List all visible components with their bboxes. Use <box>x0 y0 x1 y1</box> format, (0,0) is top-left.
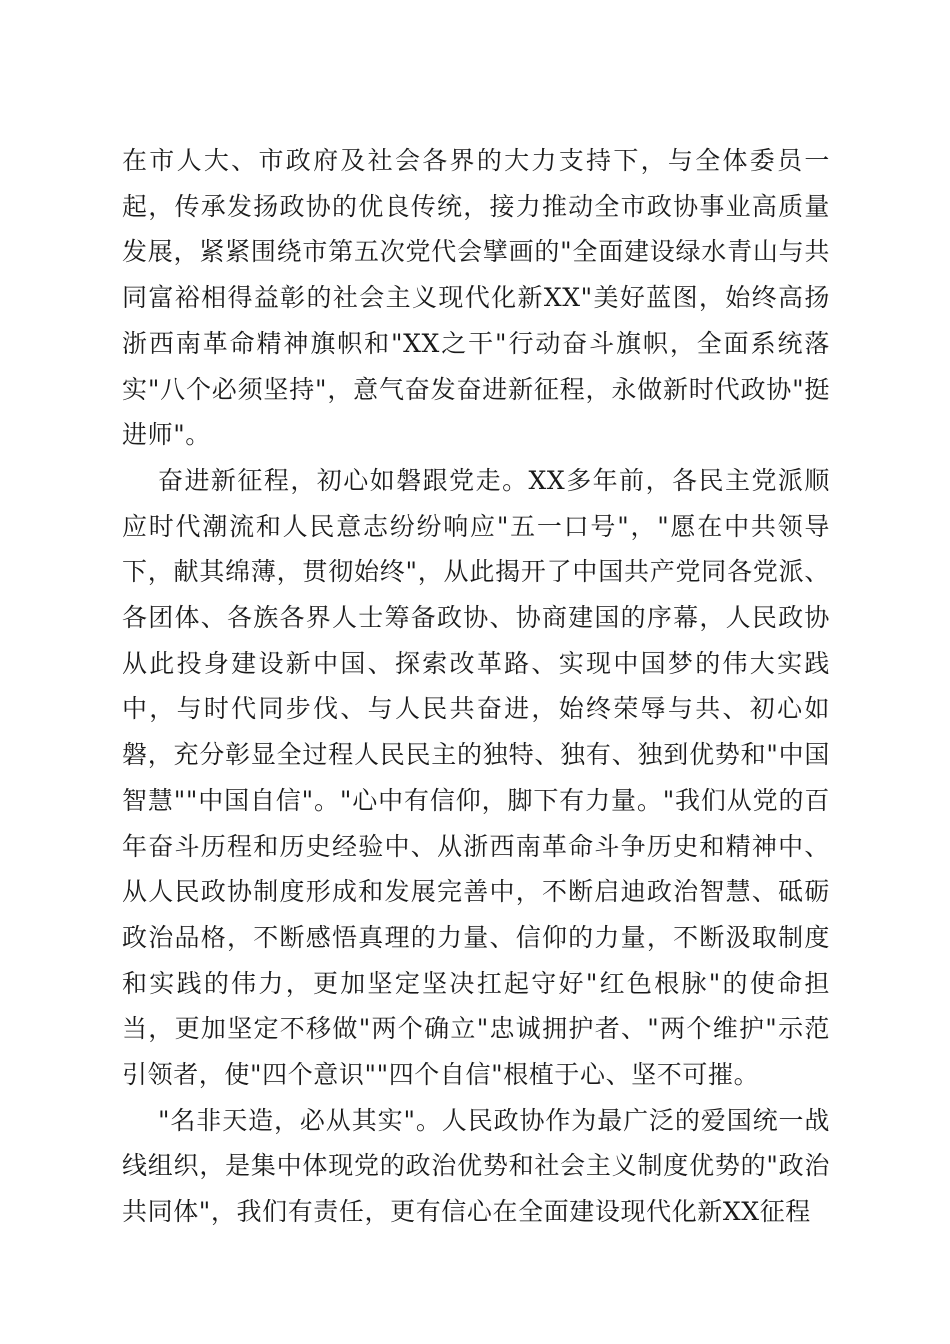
paragraph-continuation: 在市人大、市政府及社会各界的大力支持下，与全体委员一起，传承发扬政协的优良传统，接力推动全市政协事业高质量发展，紧紧围绕市第五次党代会擘画的"全面建设绿水青山与共同富裕相得益彰的社会主义现代化新XX"美好蓝图，始终高扬浙西南革命精神旗帜和"XX之干"行动奋斗旗帜，全面系统落实"八个必须坚持"，意气奋发奋进新征程，永做新时代政协"挺进师"。 <box>122 146 830 450</box>
paragraph-new-journey: 奋进新征程，初心如磐跟党走。XX多年前，各民主党派顺应时代潮流和人民意志纷纷响应"五一口号"，"愿在中共领导下，献其绵薄，贯彻始终"，从此揭开了中国共产党同各党派、各团体、各族各界人士筹备政协、协商建国的序幕，人民政协从此投身建设新中国、探索改革路、实现中国梦的伟大实践中，与时代同步伐、与人民共奋进，始终荣辱与共、初心如磐，充分彰显全过程人民民主的独特、独有、独到优势和"中国智慧""中国自信"。"心中有信仰，脚下有力量。"我们从党的百年奋斗历程和历史经验中、从浙西南革命斗争历史和精神中、从人民政协制度形成和发展完善中，不断启迪政治智慧、砥砺政治品格，不断感悟真理的力量、信仰的力量，不断汲取制度和实践的伟力，更加坚定坚决扛起守好"红色根脉"的使命担当，更加坚定不移做"两个确立"忠诚拥护者、"两个维护"示范引领者，使"四个意识""四个自信"根植于心、坚不可摧。 <box>122 465 830 1090</box>
document-body <box>122 138 830 1235</box>
paragraph-name-not-heaven-made: "名非天造，必从其实"。人民政协作为最广泛的爱国统一战线组织，是集中体现党的政治优势和社会主义制度优势的"政治共同体"，我们有责任，更有信心在全面建设现代化新XX征程 <box>122 1105 830 1227</box>
